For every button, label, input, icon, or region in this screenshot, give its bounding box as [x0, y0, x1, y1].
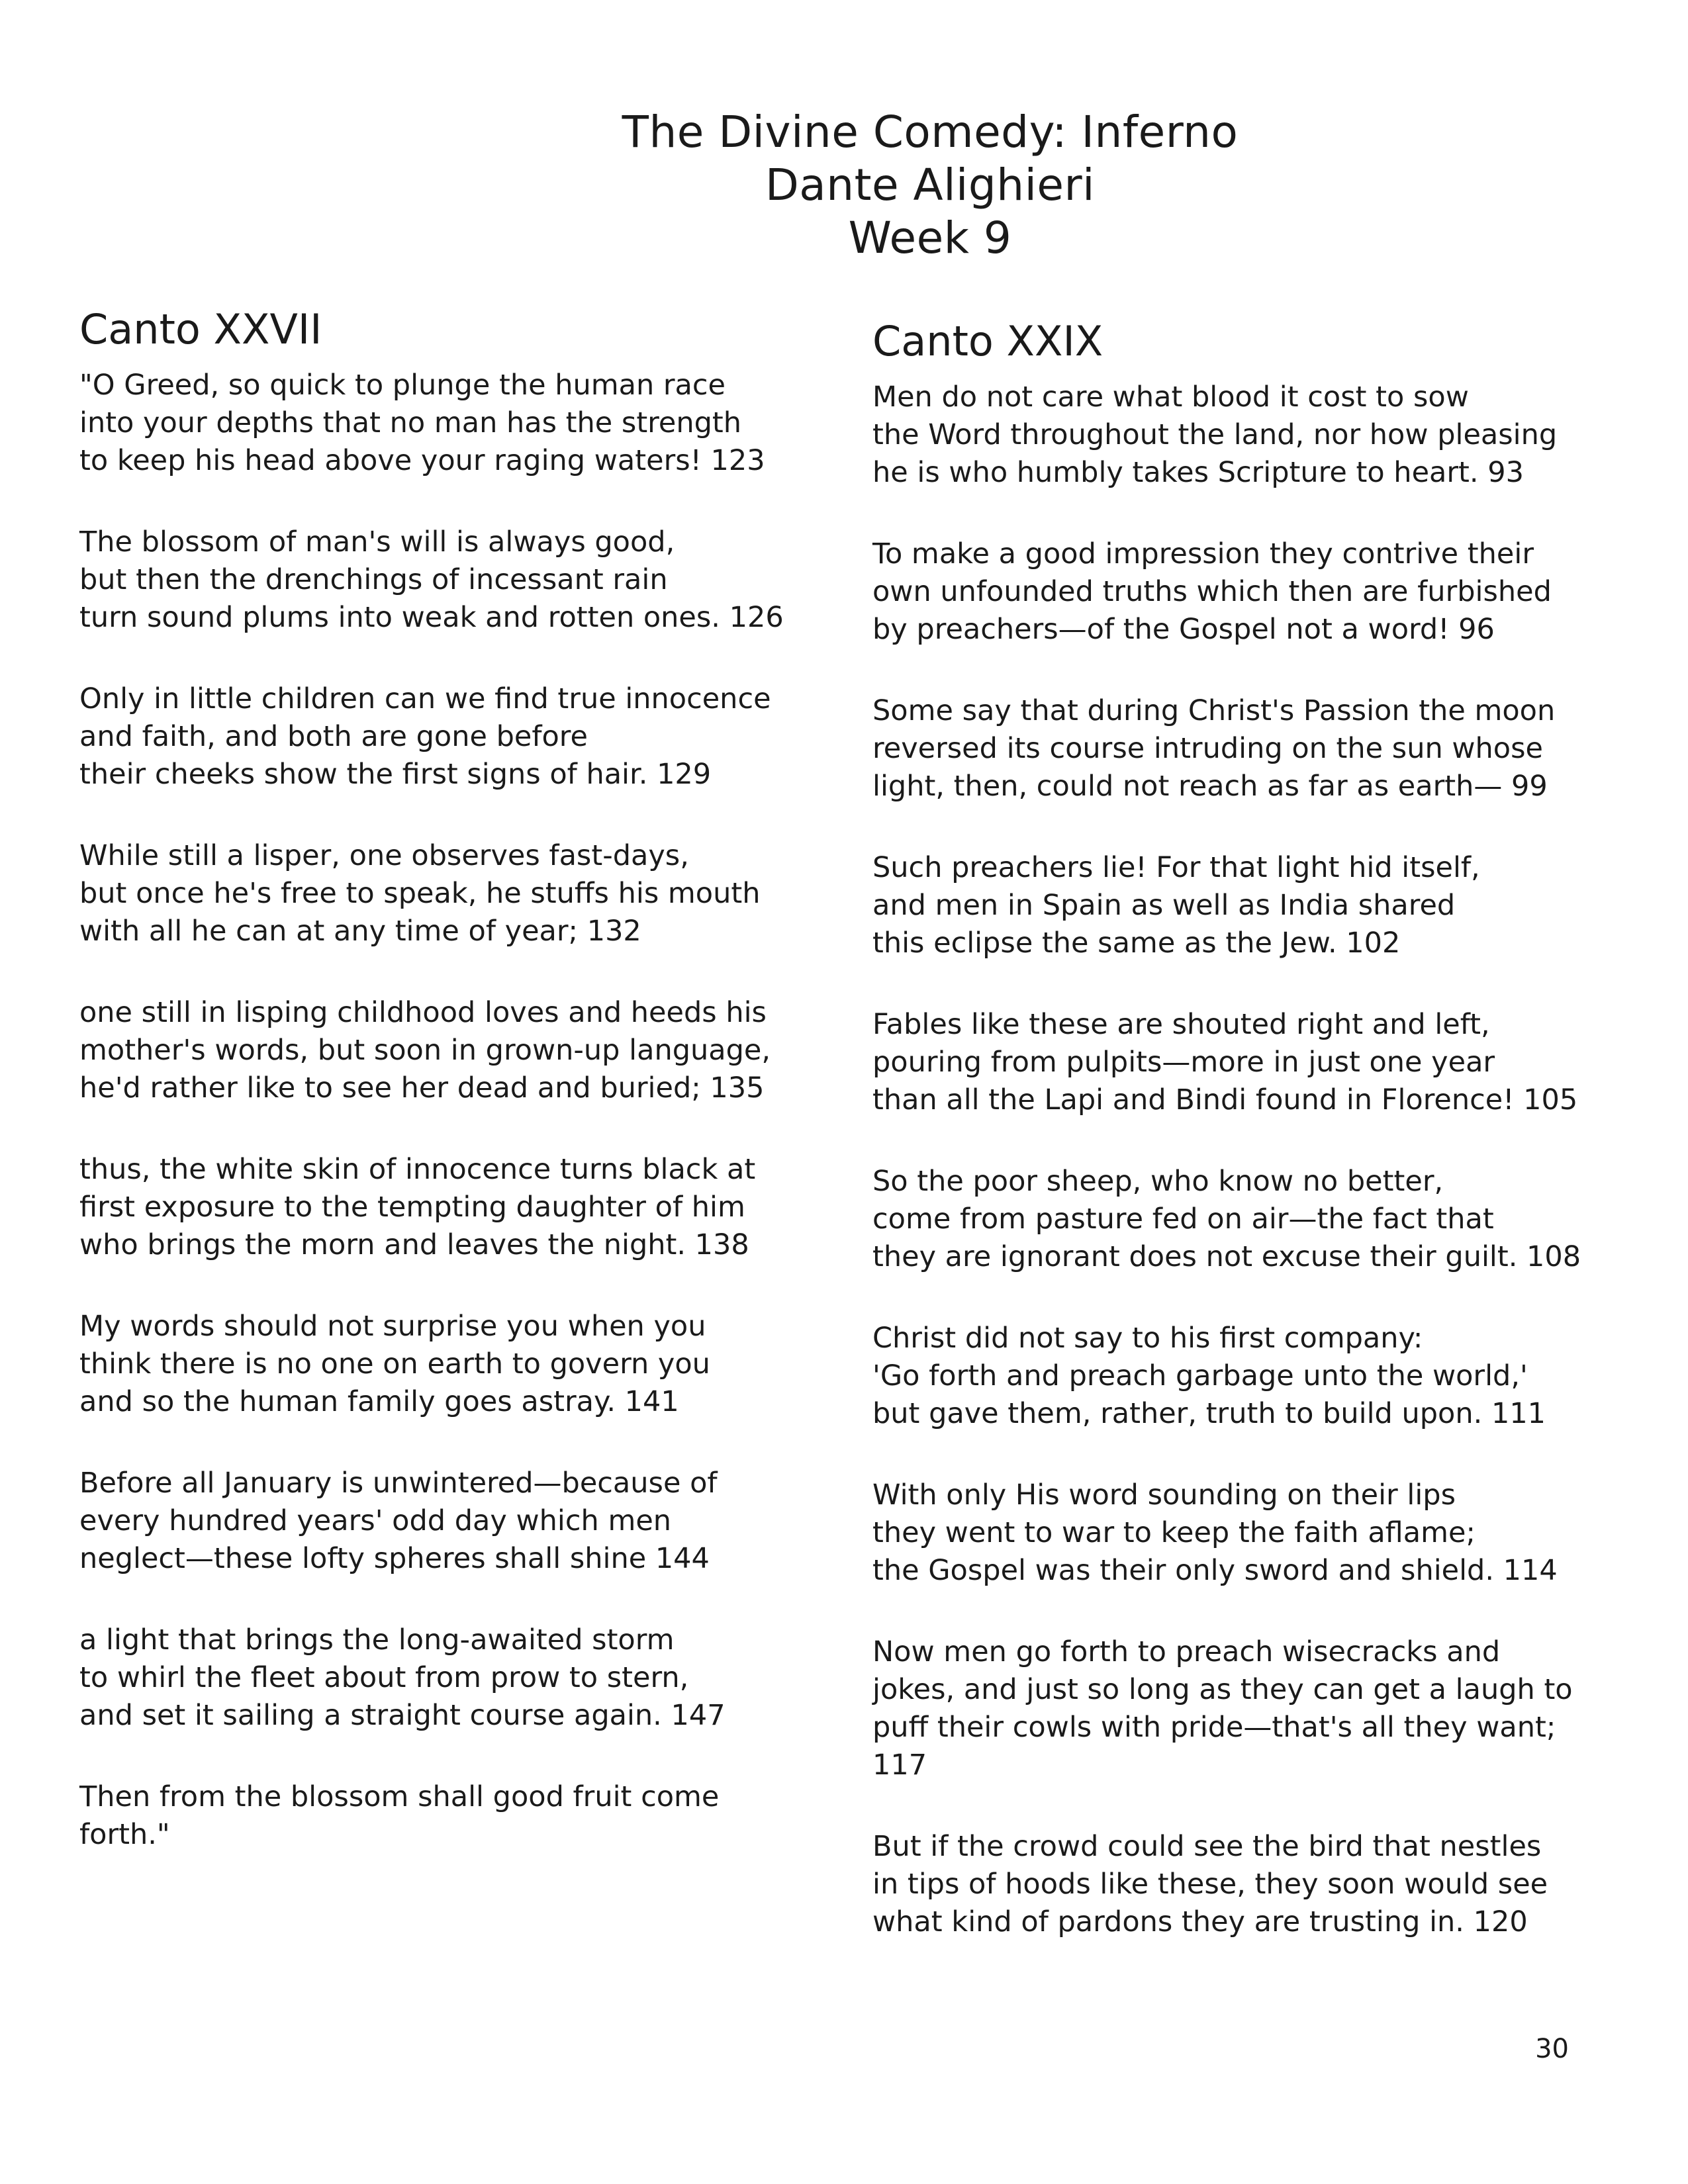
verse-line: by preachers—of the Gospel not a word! 96	[872, 613, 1495, 646]
verse-line: but gave them, rather, truth to build upon. 111	[872, 1397, 1546, 1430]
verse-line: reversed its course intruding on the sun whose	[872, 732, 1543, 765]
verse-line: Fables like these are shouted right and left,	[872, 1008, 1490, 1041]
verse-line: forth."	[79, 1818, 170, 1851]
verse-line: light, then, could not reach as far as earth— 99	[872, 770, 1548, 803]
verse-line: Such preachers lie! For that light hid itself,	[872, 851, 1480, 884]
stanza	[79, 1621, 794, 1735]
verse-line: he'd rather like to see her dead and buried; 135	[79, 1071, 765, 1105]
author-name: Dante Alighieri	[765, 159, 1096, 210]
verse-line: their cheeks show the first signs of hair. 129	[79, 758, 712, 791]
stanza	[872, 692, 1607, 805]
verse-line: Now men go forth to preach wisecracks and	[872, 1635, 1501, 1668]
verse-line: 'Go forth and preach garbage unto the world,'	[872, 1359, 1528, 1392]
verse-line: in tips of hoods like these, they soon would see	[872, 1868, 1548, 1901]
stanza	[872, 379, 1607, 492]
verse-line: this eclipse the same as the Jew. 102	[872, 927, 1401, 960]
verse-line: thus, the white skin of innocence turns black at	[79, 1153, 756, 1186]
verse-line: and men in Spain as well as India shared	[872, 889, 1456, 922]
verse-line: jokes, and just so long as they can get a laugh to	[872, 1673, 1573, 1706]
stanza	[79, 1465, 794, 1578]
verse-line: and faith, and both are gone before	[79, 720, 588, 753]
verse-line: to whirl the fleet about from prow to stern,	[79, 1661, 689, 1694]
verse-line: The blossom of man's will is always good,	[79, 525, 675, 559]
verse-line: My words should not surprise you when you	[79, 1310, 706, 1343]
stanza	[79, 1151, 794, 1264]
verse-line: every hundred years' odd day which men	[79, 1504, 672, 1537]
stanza	[79, 994, 794, 1107]
stanza	[872, 1633, 1607, 1784]
stanza	[79, 367, 794, 480]
verse-line: To make a good impression they contrive their	[872, 537, 1534, 570]
title-block	[0, 106, 1688, 265]
verse-line: to keep his head above your raging waters! 123	[79, 444, 765, 477]
verse-line: and set it sailing a straight course again. 147	[79, 1699, 726, 1732]
verse-line: the Gospel was their only sword and shield. 114	[872, 1554, 1558, 1587]
right-column	[872, 318, 1607, 1985]
stanza	[872, 1828, 1607, 1941]
verse-line: Before all January is unwintered—because of	[79, 1467, 718, 1500]
verse-line: neglect—these lofty spheres shall shine 144	[79, 1542, 710, 1575]
canto-heading-right: Canto XXIX	[872, 317, 1103, 365]
week-label: Week 9	[848, 212, 1012, 263]
stanza	[872, 1163, 1607, 1276]
verse-line: they went to war to keep the faith aflame;	[872, 1516, 1476, 1549]
verse-line: he is who humbly takes Scripture to heart. 93	[872, 456, 1524, 489]
page-number: 30	[1535, 2034, 1569, 2064]
verse-line: one still in lisping childhood loves and heeds his	[79, 996, 767, 1029]
document-title: The Divine Comedy: Inferno	[622, 107, 1239, 158]
verse-line: pouring from pulpits—more in just one year	[872, 1046, 1495, 1079]
verse-line: But if the crowd could see the bird that nestles	[872, 1830, 1542, 1863]
verse-line: Then from the blossom shall good fruit come	[79, 1780, 720, 1813]
stanza	[79, 680, 794, 794]
stanza	[872, 535, 1607, 649]
verse-line: but once he's free to speak, he stuffs his mouth	[79, 877, 761, 910]
verse-line: 117	[872, 1749, 927, 1782]
verse-line: Only in little children can we find true innocence	[79, 682, 771, 715]
verse-line: turn sound plums into weak and rotten ones. 126	[79, 601, 784, 634]
verse-line: While still a lisper, one observes fast-days,	[79, 839, 689, 872]
stanza	[872, 1477, 1607, 1590]
verse-line: a light that brings the long-awaited storm	[79, 1623, 675, 1657]
stanza	[79, 1778, 794, 1854]
verse-line: first exposure to the tempting daughter of him	[79, 1191, 745, 1224]
verse-line: what kind of pardons they are trusting in. 120	[872, 1905, 1528, 1938]
verse-line: Men do not care what blood it cost to sow	[872, 381, 1469, 414]
verse-line: who brings the morn and leaves the night. 138	[79, 1228, 749, 1261]
verse-line: Some say that during Christ's Passion the moon	[872, 694, 1556, 727]
stanza	[79, 523, 794, 637]
verse-line: So the poor sheep, who know no better,	[872, 1165, 1444, 1198]
verse-line: puff their cowls with pride—that's all they want;	[872, 1711, 1556, 1744]
verse-line: but then the drenchings of incessant rain	[79, 563, 668, 596]
verse-line: "O Greed, so quick to plunge the human race	[79, 369, 726, 402]
verse-line: they are ignorant does not excuse their guilt. 108	[872, 1240, 1581, 1273]
left-column	[79, 306, 794, 1897]
left-stanza-list	[79, 367, 794, 1854]
verse-line: and so the human family goes astray. 141	[79, 1385, 679, 1418]
stanza	[79, 1308, 794, 1421]
verse-line: than all the Lapi and Bindi found in Florence! 105	[872, 1083, 1578, 1116]
stanza	[872, 1006, 1607, 1119]
verse-line: Christ did not say to his first company:	[872, 1322, 1423, 1355]
stanza	[872, 1320, 1607, 1433]
right-stanza-list	[872, 379, 1607, 1941]
verse-line: with all he can at any time of year; 132	[79, 915, 641, 948]
stanza	[79, 837, 794, 950]
verse-line: into your depths that no man has the strength	[79, 406, 742, 439]
verse-line: come from pasture fed on air—the fact that	[872, 1203, 1494, 1236]
verse-line: mother's words, but soon in grown-up language,	[79, 1034, 771, 1067]
verse-line: With only His word sounding on their lips	[872, 1479, 1456, 1512]
canto-heading-left: Canto XXVII	[79, 305, 322, 353]
verse-line: think there is no one on earth to govern you	[79, 1347, 710, 1381]
verse-line: own unfounded truths which then are furbished	[872, 575, 1552, 608]
stanza	[872, 849, 1607, 962]
verse-line: the Word throughout the land, nor how pleasing	[872, 418, 1558, 451]
